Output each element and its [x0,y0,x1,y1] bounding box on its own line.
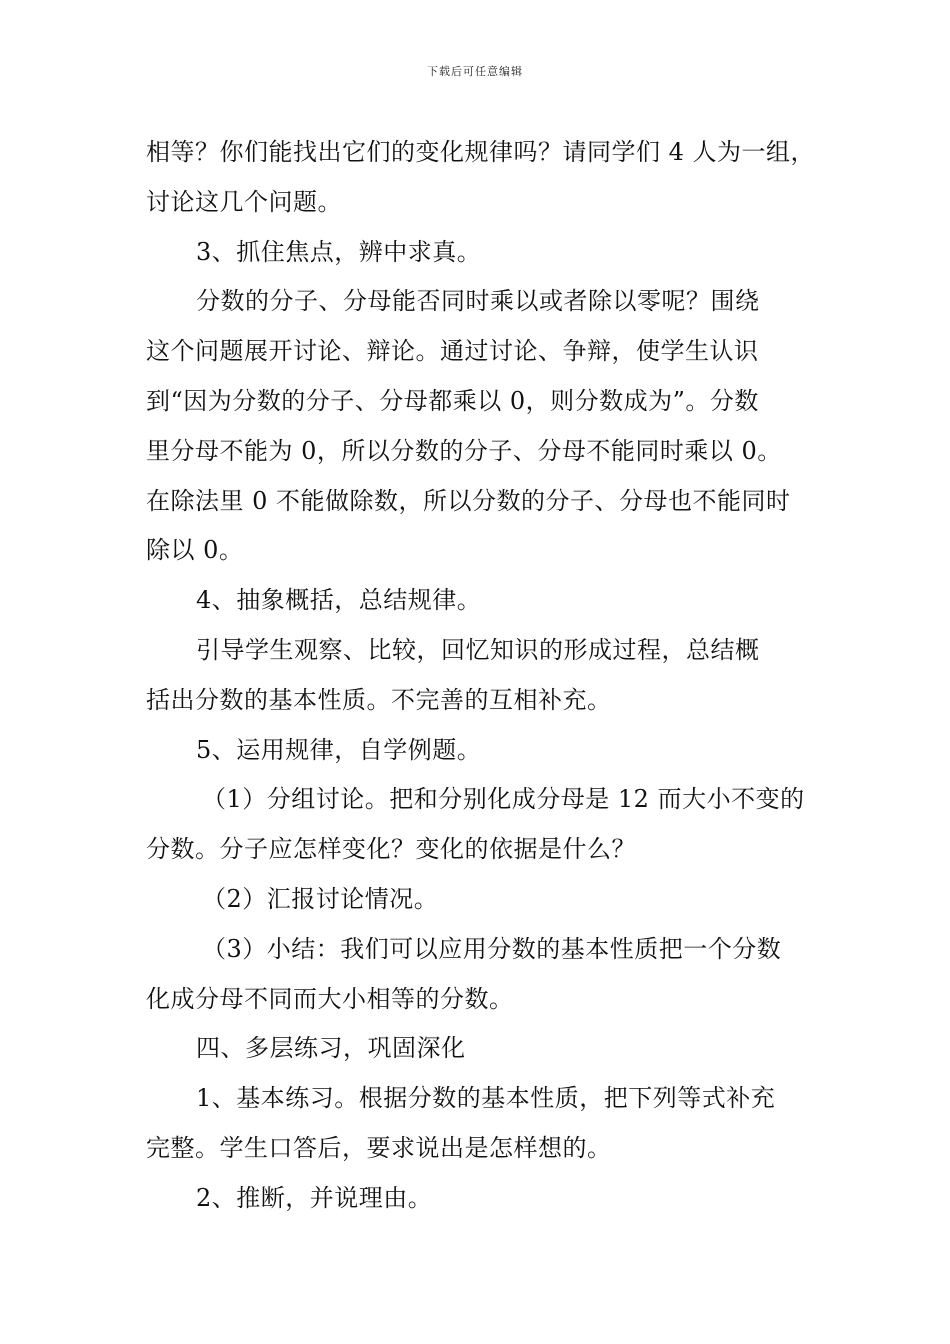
document-body [146,128,826,1224]
text-line: （1）分组讨论。把和分别化成分母是 12 而大小不变的 [202,785,805,814]
section-heading: 3、抓住焦点，辨中求真。 [196,237,482,266]
text-line: （2）汇报讨论情况。 [202,884,439,913]
text-line: 1、基本练习。根据分数的基本性质，把下列等式补充 [196,1084,776,1113]
text-line: 除以 0。 [146,536,244,565]
section-heading: 5、运用规律，自学例题。 [196,735,482,764]
section-heading: 4、抽象概括，总结规律。 [196,586,482,615]
section-heading: 2、推断，并说理由。 [196,1183,433,1212]
text-line: 讨论这几个问题。 [146,187,342,216]
text-line: 引导学生观察、比较，回忆知识的形成过程，总结概 [196,635,760,664]
text-line: 分数的分子、分母能否同时乘以或者除以零呢？围绕 [196,287,760,316]
text-line: 这个问题展开讨论、辩论。通过讨论、争辩，使学生认识 [146,337,759,366]
text-line: 完整。学生口答后，要求说出是怎样想的。 [146,1133,612,1162]
text-line: 化成分母不同而大小相等的分数。 [146,984,514,1013]
text-line: 到“因为分数的分子、分母都乘以 0，则分数成为”。分数 [146,386,759,415]
text-line: 分数。分子应怎样变化？变化的依据是什么？ [146,835,636,864]
text-line: 里分母不能为 0，所以分数的分子、分母不能同时乘以 0。 [146,436,782,465]
text-line: 在除法里 0 不能做除数，所以分数的分子、分母也不能同时 [146,486,791,515]
section-heading: 四、多层练习，巩固深化 [196,1034,466,1063]
text-line: 相等？你们能找出它们的变化规律吗？请同学们 4 人为一组， [146,138,816,166]
text-line: （3）小结：我们可以应用分数的基本性质把一个分数 [202,934,782,963]
page-header: 下载后可任意编辑 [427,65,523,78]
text-line: 括出分数的基本性质。不完善的互相补充。 [146,685,612,714]
